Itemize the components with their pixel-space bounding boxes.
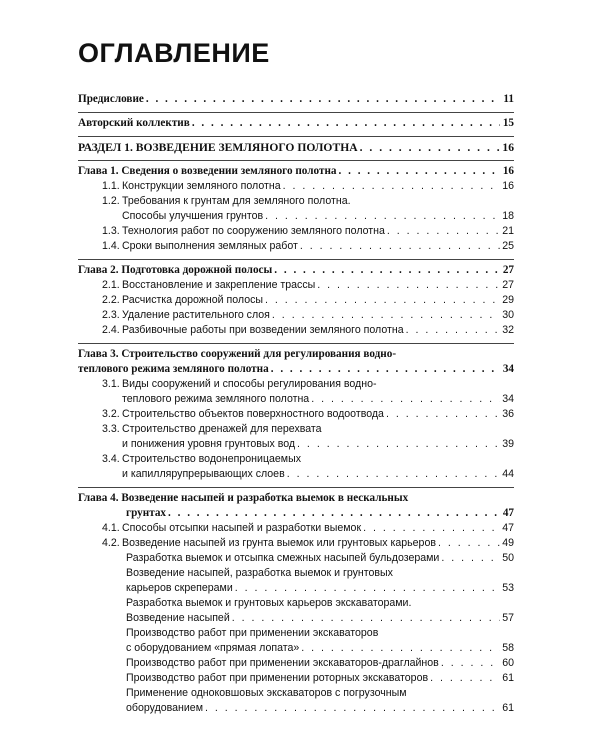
toc-entry-text-cont: и понижения уровня грунтовых вод [122,438,296,450]
toc-entry-subsection-4-2-1[interactable] [78,551,514,566]
toc-entry-text-cont: карьеров скреперами [126,582,233,594]
toc-entry-authors[interactable] [78,116,514,131]
page-number: 57 [502,612,514,624]
page-number: 49 [502,537,514,549]
table-of-contents [78,92,514,716]
leader-dots [271,362,500,377]
page-number: 18 [502,210,514,222]
toc-entry-text: Сроки выполнения земляных работ [122,240,298,252]
page-number: 61 [502,672,514,684]
toc-entry-text-cont: Возведение насыпей [126,612,230,624]
toc-entry-text: Конструкции земляного полотна [122,180,281,192]
leader-dots [168,506,500,521]
toc-entry-text: Строительство водонепроницаемых [122,453,301,465]
leader-dots [360,140,500,155]
leader-dots [300,239,500,254]
toc-entry-text: Разработка выемок и отсыпка смежных насыпей бульдозерами [126,552,440,564]
section-number: 4.2. [102,537,120,549]
toc-entry-subsection-4-2-3[interactable] [78,596,514,626]
leader-dots [339,164,500,179]
toc-entry-text: Строительство объектов поверхностного водоотвода [122,408,384,420]
leader-dots [192,116,500,131]
page-number: 39 [502,438,514,450]
toc-entry-section-1-2[interactable] [78,194,514,224]
toc-entry-text: Способы отсыпки насыпей и разработки выемок [122,522,362,534]
toc-entry-text: Глава 1. Сведения о возведении земляного полотна [78,165,337,177]
page-number: 16 [502,180,514,192]
section-number: 1.1. [102,180,120,192]
toc-entry-text-cont: с оборудованием «прямая лопата» [126,642,300,654]
page-number: 32 [502,324,514,336]
toc-entry-section-2-4[interactable] [78,323,514,338]
leader-dots [265,293,500,308]
page-number: 30 [502,309,514,321]
section-number: 2.3. [102,309,120,321]
toc-entry-section-3-4[interactable] [78,452,514,482]
section-number: 1.2. [102,195,120,207]
page-number: 27 [502,264,514,276]
leader-dots [363,521,500,536]
leader-dots [146,92,500,107]
toc-entry-text-cont: теплового режима земляного полотна [122,393,310,405]
page-number: 15 [502,117,514,129]
toc-entry-subsection-4-2-7[interactable] [78,686,514,716]
page-number: 11 [503,93,514,105]
toc-entry-text: Глава 3. Строительство сооружений для регулирования водно- [78,348,397,360]
section-number: 2.1. [102,279,120,291]
section-number: 4.1. [102,522,120,534]
toc-entry-text: Возведение насыпей из грунта выемок или грунтовых карьеров [122,537,436,549]
toc-entry-text: Удаление растительного слоя [122,309,270,321]
divider [78,487,514,488]
page-number: 36 [502,408,514,420]
toc-entry-text: Строительство дренажей для перехвата [122,423,322,435]
section-number: 1.3. [102,225,120,237]
toc-entry-section-4-2[interactable] [78,536,514,551]
toc-entry-text: РАЗДЕЛ 1. ВОЗВЕДЕНИЕ ЗЕМЛЯНОГО ПОЛОТНА [78,141,358,154]
toc-entry-chapter-1[interactable] [78,164,514,179]
page-number: 21 [502,225,514,237]
toc-entry-text: Разбивочные работы при возведении земляного полотна [122,324,404,336]
leader-dots [265,209,500,224]
section-number: 3.1. [102,378,120,390]
toc-entry-section-2-2[interactable] [78,293,514,308]
toc-entry-text: Производство работ при применении экскаваторов-драглайнов [126,657,439,669]
toc-entry-section-2-3[interactable] [78,308,514,323]
leader-dots [438,536,500,551]
toc-entry-text: Расчистка дорожной полосы [122,294,263,306]
toc-entry-text: Глава 4. Возведение насыпей и разработка выемок в нескальных [78,492,409,504]
toc-entry-section-4-1[interactable] [78,521,514,536]
leader-dots [386,407,500,422]
page-number: 47 [502,507,514,519]
toc-entry-text-cont: теплового режима земляного полотна [78,363,269,375]
leader-dots [272,308,500,323]
page-number: 61 [502,702,514,714]
section-number: 2.4. [102,324,120,336]
page-number: 29 [502,294,514,306]
toc-entry-text: Разработка выемок и грунтовых карьеров экскаваторами. [126,597,412,609]
toc-entry-text-cont: оборудованием [126,702,203,714]
toc-entry-section-3-2[interactable] [78,407,514,422]
toc-entry-text: Технология работ по сооружению земляного полотна [122,225,385,237]
leader-dots [283,179,500,194]
leader-dots [430,671,500,686]
toc-entry-text-cont: грунтах [126,507,167,519]
toc-entry-text: Восстановление и закрепление трассы [122,279,316,291]
toc-entry-text-cont: Способы улучшения грунтов [122,210,264,222]
toc-entry-chapter-2[interactable] [78,263,514,278]
page-number: 50 [502,552,514,564]
toc-entry-section-1-4[interactable] [78,239,514,254]
toc-entry-text: Возведение насыпей, разработка выемок и грунтовых [126,567,393,579]
page-number: 34 [502,393,514,405]
page-number: 44 [502,468,514,480]
leader-dots [311,392,500,407]
toc-entry-text-cont: и капиллярупрерывающих слоев [122,468,285,480]
leader-dots [387,224,500,239]
page-number: 47 [502,522,514,534]
toc-entry-subsection-4-2-4[interactable] [78,626,514,656]
page-number: 58 [502,642,514,654]
page-number: 16 [502,165,514,177]
toc-entry-preface[interactable] [78,92,514,107]
toc-entry-subsection-4-2-5[interactable] [78,656,514,671]
toc-entry-text: Авторский коллектив [78,117,190,129]
page-number: 34 [502,363,514,375]
toc-entry-section-3-3[interactable] [78,422,514,452]
section-number: 3.2. [102,408,120,420]
section-number: 3.4. [102,453,120,465]
leader-dots [441,656,500,671]
leader-dots [232,611,500,626]
toc-entry-section-1-1[interactable] [78,179,514,194]
divider [78,259,514,260]
leader-dots [205,701,500,716]
toc-entry-part-1[interactable] [78,140,514,155]
leader-dots [406,323,500,338]
toc-entry-text: Производство работ при применении роторных экскаваторов [126,672,429,684]
page-number: 27 [502,279,514,291]
toc-entry-text: Предисловие [78,93,144,105]
toc-entry-text: Требования к грунтам для земляного полотна. [122,195,351,207]
page-number: 25 [502,240,514,252]
leader-dots [317,278,500,293]
divider [78,160,514,161]
toc-entry-text: Производство работ при применении экскаваторов [126,627,379,639]
toc-entry-chapter-3[interactable] [78,347,514,377]
toc-entry-subsection-4-2-2[interactable] [78,566,514,596]
page-number: 60 [502,657,514,669]
leader-dots [287,467,500,482]
leader-dots [301,641,500,656]
toc-entry-text: Глава 2. Подготовка дорожной полосы [78,264,273,276]
divider [78,112,514,113]
page-number: 53 [502,582,514,594]
toc-entry-subsection-4-2-6[interactable] [78,671,514,686]
toc-entry-chapter-4[interactable] [78,491,514,521]
divider [78,136,514,137]
leader-dots [441,551,500,566]
toc-entry-text: Виды сооружений и способы регулирования водно- [122,378,377,390]
leader-dots [297,437,500,452]
section-number: 3.3. [102,423,120,435]
leader-dots [235,581,500,596]
toc-entry-section-1-3[interactable] [78,224,514,239]
divider [78,343,514,344]
section-number: 2.2. [102,294,120,306]
page-title: ОГЛАВЛЕНИЕ [78,38,270,68]
leader-dots [274,263,500,278]
toc-entry-section-3-1[interactable] [78,377,514,407]
page-number: 16 [502,141,514,154]
section-number: 1.4. [102,240,120,252]
toc-entry-text: Применение одноковшовых экскаваторов с погрузочным [126,687,407,699]
toc-entry-section-2-1[interactable] [78,278,514,293]
